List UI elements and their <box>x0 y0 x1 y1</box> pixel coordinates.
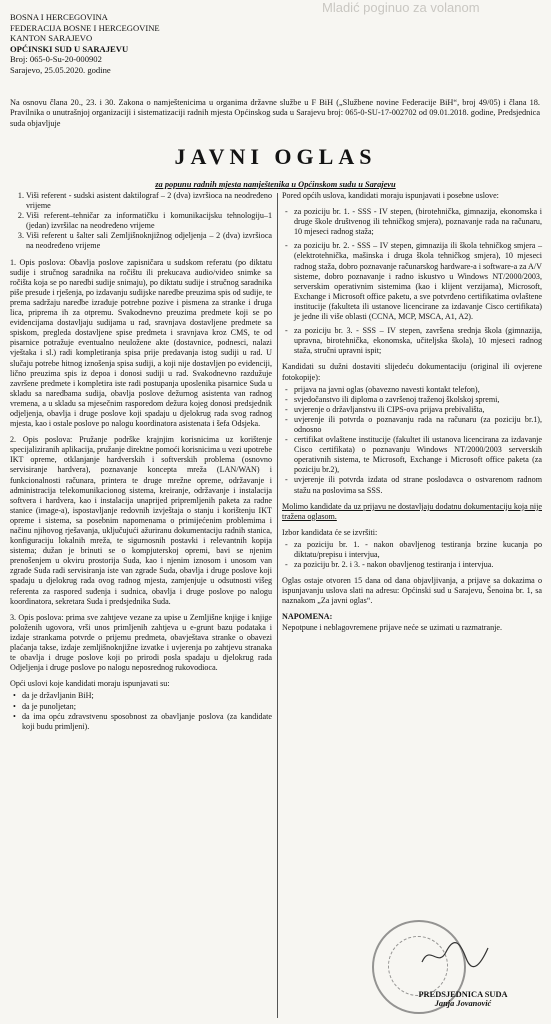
general-condition-item: • da ima opću zdravstvenu sposobnost za obavljanje poslova (za kandidate koji budu primljeni). <box>22 712 272 732</box>
header-federation: FEDERACIJA BOSNE I HERCEGOVINE <box>10 22 160 33</box>
page-subtitle: za popunu radnih mjesta namještenika u Općinskom sudu u Sarajevu <box>155 180 396 189</box>
signoff-role: PREDSJEDNICA SUDA <box>418 990 508 999</box>
general-condition-item: • da je državljanin BiH; <box>22 691 272 701</box>
document-item: - uvjerenje ili potvrda izdata od strane poslodavca o ostvarenom radnom stažu na poslovima sa SSS. <box>294 475 542 495</box>
document-item: - uvjerenje ili potvrda o poznavanju rada na računaru (za poziciju br.1), odnosno <box>294 415 542 435</box>
job-description-2: 2. Opis poslova: Pružanje podrške krajnjim korisnicima uz korištenje specijaliziranih aplikacija, pružanje direktne pomoći korisnicima u vezi upotrebe IKT opreme, otklanjanje hardverskih i softverskih problema (osnovno servisiranje hardvera), poznavanje koncepta mreža (LAN/WAN) i funkcionalnosti računara, printera te druge mrežne opreme, održavanje i administracija telekomunikacionog sistema, kreiranje, održavanje i instalacija softvera i hardvera, kao i instalacija unaprijed pripremljenih paketa za radne stanice (image-a), ispostavljanje redovnih izvještaja o stanju i korištenju IKT opreme i sistema, sa posebnim napomenama o primijećenim problemima i načinu njihovog rješavanja, uključujući ažuriranu dokumentaciju radnih stanica, konfiguraciju lokalnih mreža, te sigurnosnih postavki i relevantnih kopija sistema; dužan je brinuti se o kompjuterskoj opremi, bavi se njenim prenošenjem u okviru prostorija Suda, kao i njenim iznosom i unosom van zgrade Suda radi servisiranja iste van zgrade Suda, obavlja i druge poslove koji spadaju u djelokrug rada ovog radnog mjesta, zamjenjuje u odsutnosti višeg referenta za raspored suđenja i sudnica, obavlja i druge poslove po nalogu koordinatora, sekretara Suda i predsjednika Suda. <box>10 435 272 606</box>
selection-intro: Izbor kandidata će se izvršiti: <box>282 527 378 537</box>
document-item: - uvjerenje o državljanstvu ili CIPS-ova prijava prebivališta, <box>294 405 542 415</box>
special-conditions-intro: Pored općih uslova, kandidati moraju ispunjavati i posebne uslove: <box>282 191 499 200</box>
documents-list <box>282 385 542 496</box>
job-description-3: 3. Opis poslova: prima sve zahtjeve vezane za upise u Zemljišne knjige i knjige položenih ugovora, vrši unos primljenih zahtjeva u e-grunt bazu podataka i izdaje strankama potvrde o prijemu predmeta, obavještava stranke o obavezi plaćanja takse, izdaje zemljišnoknjižne izvatke i uvjerenja po zahtjevu stranaka te obavlja i druge poslove koji po prirodi posla spadaju u djelokrug rada Odjeljenja i druge poslove po nalogu neposrednog rukovodioca. <box>10 612 272 673</box>
intro-paragraph: Na osnovu člana 20., 23. i 30. Zakona o namještenicima u organima državne službe u F BiH („Službene novine Federacije BiH“, broj 49/05) i člana 18. Pravilnika o unutrašnjoj organizaciji i sistematizaciji radnih mjesta Općinskog suda u Sarajevu broj: 065-0-SU-17-002702 od 09.01.2018. godine, Predsjednica suda objavljuje <box>10 98 540 128</box>
signoff-name: Janja Jovanović <box>434 999 492 1008</box>
general-conditions-list <box>10 691 272 731</box>
general-condition-item: • da je punoljetan; <box>22 702 272 712</box>
signoff <box>398 990 528 1008</box>
special-conditions-list <box>282 207 542 356</box>
selection-list <box>282 540 542 570</box>
header-country: BOSNA I HERCEGOVINA <box>10 12 108 22</box>
header-court: OPĆINSKI SUD U SARAJEVU <box>10 43 129 54</box>
position-item: 2. Viši referent–tehničar za informatičku i komunikacijsku tehnologiju–1 (jedan) izvršilac na neodređeno vrijeme <box>26 211 272 231</box>
open-paragraph: Oglas ostaje otvoren 15 dana od dana objavljivanja, a prijave sa dokazima o ispunjavanju uslova slati na adresu: Općinski sud u Sarajevu, Šenoina br. 1, sa naznakom „Za javni oglas“. <box>282 576 542 606</box>
header-canton: KANTON SARAJEVO <box>10 33 93 44</box>
job-description-1: 1. Opis poslova: Obavlja poslove zapisničara u sudskom referatu (po diktatu sudije i stručnog saradnika na ročištu ili prekucava audio/video snimke sa ročišta koja se po naredbi sudije snimaju), po diktatu sudije i stručnog saradnika piše presude i rješenja, po izdavanju sudijske naredbe preuzima spis od sudije, te prema sadržaju naredbe izrađuje potrebne pozive i pismena za stranke i druga lica, priprema ih za otpremu. Svakodnevno preuzima predmete koji se po evidencijama dostavljaju sudijama u rad, sravnjava dostavljene predmete sa spiskom, pregleda dostavljene spise predmeta i sravnjava kroz CMS, te od pisarnice potražuje eventualno neuložene akte (dostavnice, podnesci, nalazi vještaka i sl.) radi kompletiranja spisa prije predavanja istog sudiji u rad. U slučaju potrebe hitnog iznošenja spisa sudiji, a koji nije dostavljen po evidenciji, lično preuzima spis iz depoa i donosi sudiji u rad. Svakodnevno razdužuje završene predmete i kompletira iste radi postupanja uposlenika pisarnice Suda u skladu sa naredbama sudija, obavlja poslove dežurnog asistenta van radnog vremena, a u skladu sa mjesečnim rasporedom dežura kojeg donosi predsjednik odjeljenja, obavlja i druge poslove koji spadaju u djelokrug rada svog radnog mjesta, kao i ostale poslove po nalogu koordinatora asistenata i šefa Odsjeka. <box>10 257 272 429</box>
selection-item: - za poziciju br. 1. - nakon obavljenog testiranja brzine kucanja po diktatu/prepisu i intervjua, <box>294 540 542 560</box>
special-condition-item: - za poziciju br. 3. - SSS – IV stepen, završena srednja škola (gimnazija, upravna, birotehnička, ekonomska, učiteljska škola), 10 mjeseci radnog staža, stručni upravni ispit; <box>294 326 542 356</box>
documents-intro: Kandidati su dužni dostaviti slijedeću dokumentaciju (original ili ovjerene fotokopije): <box>282 362 542 382</box>
page-title: JAVNI OGLAS <box>174 144 377 169</box>
position-item: 3. Viši referent u šalter sali Zemljišnoknjižnog odjeljenja – 2 (dva) izvršioca na neodređeno vrijeme <box>26 231 272 251</box>
document-header <box>10 12 160 76</box>
header-date: Sarajevo, 25.05.2020. godine <box>10 64 111 75</box>
selection-item: - za poziciju br. 2. i 3. - nakon obavljenog testiranja i intervjua. <box>294 560 542 570</box>
general-conditions-intro: Opći uslovi koje kandidati moraju ispunjavati su: <box>10 679 170 689</box>
signature-scribble <box>420 940 490 970</box>
notice-paragraph: Molimo kandidate da uz prijavu ne dostavljaju dodatnu dokumentaciju koja nije tražena oglasom. <box>282 501 542 521</box>
positions-list <box>10 191 272 252</box>
document-item: - prijava na javni oglas (obavezno navesti kontakt telefon), <box>294 385 542 395</box>
document-item: - svjedočanstvo ili diploma o završenoj traženoj školskoj spremi, <box>294 395 542 405</box>
position-item: 1. Viši referent - sudski asistent daktilograf – 2 (dva) izvršioca na neodređeno vrijeme <box>26 191 272 211</box>
right-column <box>282 191 542 639</box>
header-number: Broj: 065-0-Su-20-000902 <box>10 54 102 65</box>
special-condition-item: - za poziciju br. 2. - SSS – IV stepen, gimnazija ili škola tehničkog smjera – (elektrotehnička, mašinska i druga škola tehničkog smjera), 10 mjeseci radnog staža, dobro poznavanje računarskog hardware-a i software-a za A/V sisteme, dobro poznavanje i radno iskustvo u Windows NT/2000/2003, serverskim operativnim sistemima (kao i klijent verzijama), Microsoft, Exchange i Microsoft office paketu, a sve potvrđeno certifikatima ovlaštene institucije (fakulteta ili ustanove licencirane za izdavanje Cisco certifikata) je jedne ili više oblasti (CCNA, MCP, MSCA, A1, A2). <box>294 241 542 322</box>
note-title: NAPOMENA: <box>282 612 333 622</box>
left-column <box>10 191 272 738</box>
document-item: - certifikat ovlaštene institucije (fakultet ili ustanova licencirana za izdavanje Cisco certifikata) o poznavanju Windows NT/2000/2003 serverskih operativnih sistema, te Microsoft, Exchange i Microsoft office paketa (za poziciju br.2), <box>294 435 542 475</box>
note-paragraph: Nepotpune i neblagovremene prijave neće se uzimati u razmatranje. <box>282 622 503 632</box>
special-condition-item: - za poziciju br. 1. - SSS - IV stepen, (birotehnička, gimnazija, ekonomska i druge škole društvenog ili tehničkog smjera), poznavanje rada na računaru, 10 mjeseci radnog staža; <box>294 207 542 237</box>
top-strip-headline: Mladić poginuo za volanom <box>322 0 480 15</box>
column-divider <box>277 193 278 1018</box>
